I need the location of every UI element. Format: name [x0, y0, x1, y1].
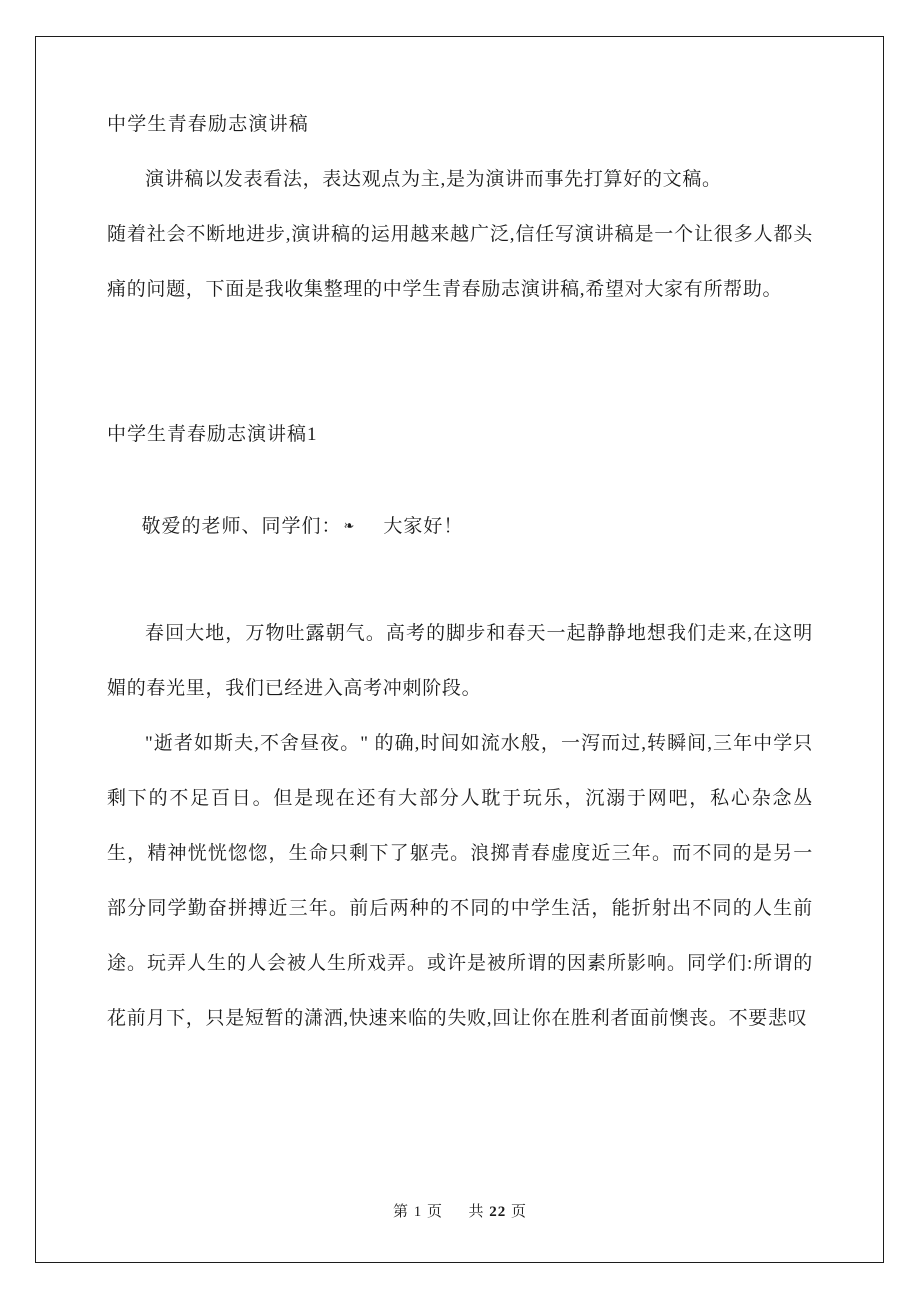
document-content: [107, 110, 813, 1046]
body-paragraph-1: 春回大地，万物吐露朝气。高考的脚步和春天一起静静地想我们走来,在这明媚的春光里，我们已经进入高考冲刺阶段。: [107, 623, 813, 699]
footer-page-suffix: 页: [426, 1204, 443, 1220]
section-heading-1: 中学生青春励志演讲稿1: [107, 424, 318, 445]
section-spacer: [107, 317, 813, 413]
salutation-line: [107, 457, 813, 596]
flourish-ornament-icon: ❧: [343, 518, 356, 533]
footer-page-prefix: 第: [392, 1204, 409, 1220]
page-footer: [0, 1200, 920, 1221]
document-title: 中学生青春励志演讲稿: [107, 114, 310, 135]
greeting-text: 大家好！: [383, 516, 464, 537]
paragraph-spacer: [107, 596, 813, 606]
body-paragraph-2: "逝者如斯夫,不舍昼夜。" 的确,时间如流水般，一泻而过,转瞬间,三年中学只剩下的不足百日。但是现在还有大部分人耽于玩乐，沉溺于网吧，私心杂念丛生，精神恍恍惚惚，生命只剩下了躯壳。浪掷青春虚度近三年。而不同的是另一部分同学勤奋拼搏近三年。前后两种的不同的中学生活，能折射出不同的人生前途。玩弄人生的人会被人生所戏弄。或许是被所谓的因素所影响。同学们:所谓的花前月下，只是短暂的潇洒,快速来临的失败,回让你在胜利者面前懊丧。不要悲叹: [107, 733, 813, 1029]
intro-paragraph-2: 随着社会不断地进步,演讲稿的运用越来越广泛,信任写演讲稿是一个让很多人都头痛的问题，下面是我收集整理的中学生青春励志演讲稿,希望对大家有所帮助。: [107, 224, 813, 300]
footer-page-number: 1: [413, 1204, 423, 1220]
footer-total-pages: 22: [489, 1204, 507, 1220]
footer-total-prefix: 共: [468, 1204, 485, 1220]
footer-total-suffix: 页: [511, 1204, 528, 1220]
intro-paragraph-1: 演讲稿以发表看法，表达观点为主,是为演讲而事先打算好的文稿。: [145, 169, 722, 190]
salutation-text: 敬爱的老师、同学们：: [141, 516, 342, 537]
